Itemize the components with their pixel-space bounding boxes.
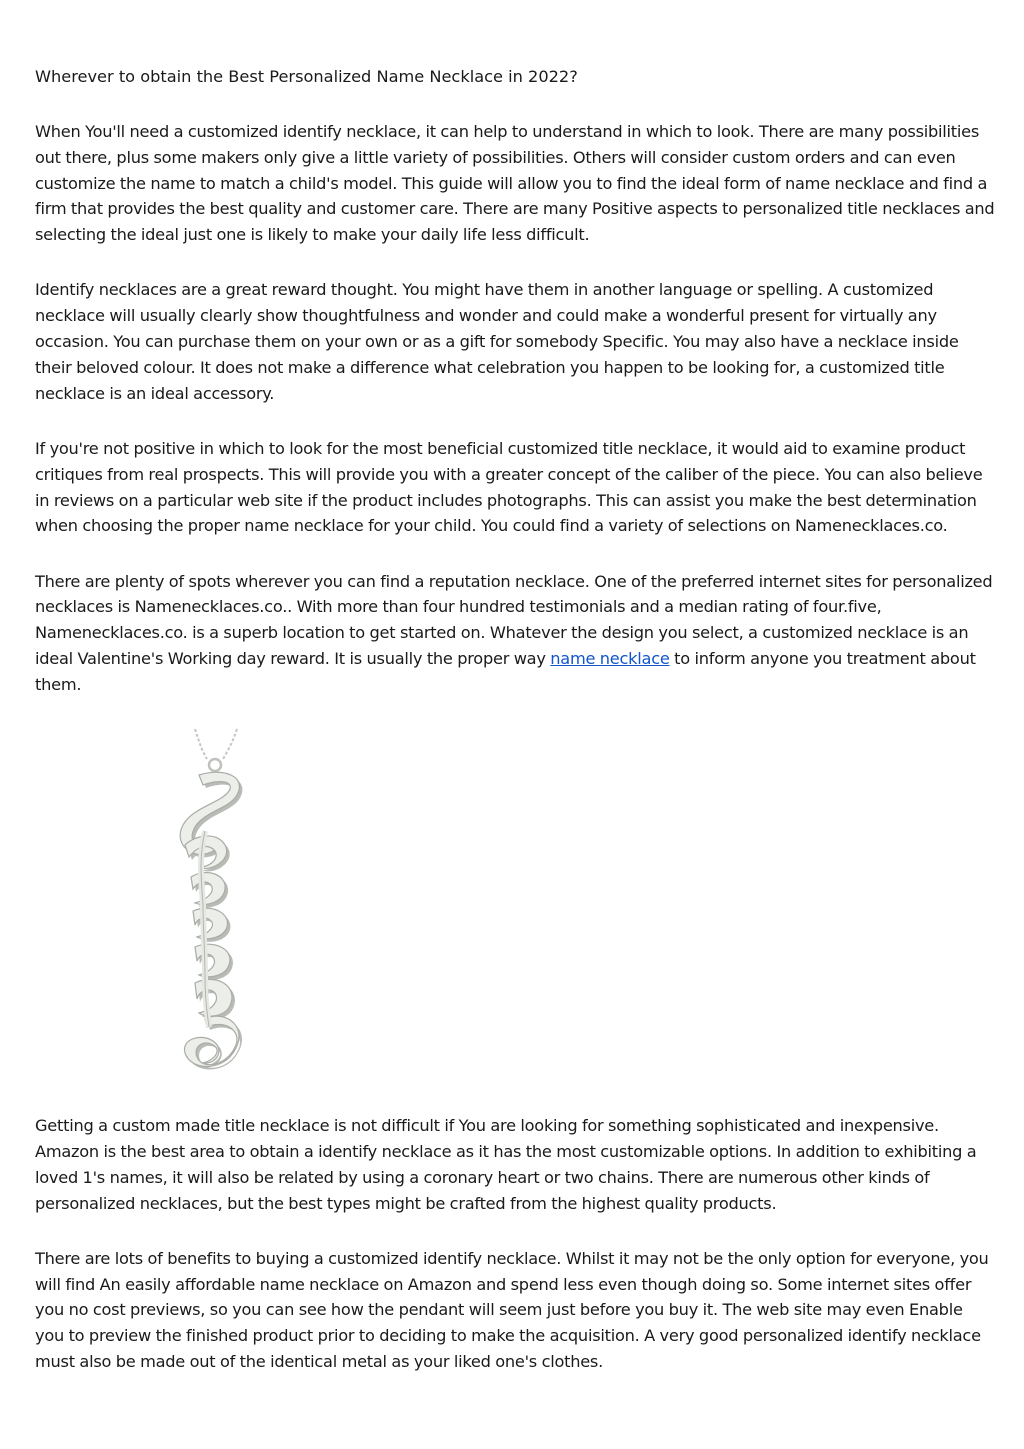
paragraph-6: There are lots of benefits to buying a customized identify necklace. Whilst it may not be the only option for everyone, you will find An easily affordable name necklace on Amazon and spend less even though doing so. Some internet sites offer you no cost previews, so you can see how the pendant will seem just before you buy it. The web site may even Enable you to preview the finished product prior to deciding to make the acquisition. A very good personalized identify necklace must also be made out of the identical metal as your liked one's clothes. (35, 1248, 989, 1372)
paragraph-5: Getting a custom made title necklace is not difficult if You are looking for something sophisticated and inexpensive. Amazon is the best area to obtain a identify necklace as it has the most customizable options. In addition to exhibiting a loved 1's names, it will also be related by using a coronary heart or two chains. There are numerous other kinds of personalized necklaces, but the best types might be crafted from the highest quality products. (35, 1116, 977, 1213)
necklace-image (155, 727, 285, 1087)
document-page (35, 64, 995, 1404)
paragraph-2: Identify necklaces are a great reward thought. You might have them in another language or spelling. A customized necklace will usually clearly show thoughtfulness and wonder and could make a wonderful present for virtually any occasion. You can purchase them on your own or as a gift for somebody Specific. You may also have a necklace inside their beloved colour. It does not make a difference what celebration you happen to be looking for, a customized title necklace is an ideal accessory. (35, 280, 959, 403)
paragraph-3: If you're not positive in which to look for the most beneficial customized title necklace, it would aid to examine product critiques from real prospects. This will provide you with a greater concept of the caliber of the piece. You can also believe in reviews on a particular web site if the product includes photographs. This can assist you make the best determination when choosing the proper name necklace for your child. You could find a variety of selections on Namenecklaces.co. (35, 438, 983, 536)
paragraph-4-text-after: to inform anyone you treatment about them. (35, 649, 976, 694)
paragraph-1: When You'll need a customized identify necklace, it can help to understand in which to look. There are many possibilities out there, plus some makers only give a little variety of possibilities. Others will consider custom orders and can even customize the name to match a child's model. This guide will allow you to find the ideal form of name necklace and find a firm that provides the best quality and customer care. There are many Positive aspects to personalized title necklaces and selecting the ideal just one is likely to make your daily life less difficult. (35, 122, 995, 245)
paragraph-4 (35, 569, 995, 698)
silver-vertical-name-necklace-icon (155, 727, 285, 1087)
paragraph-4-text-before: There are plenty of spots wherever you can find a reputation necklace. One of the preferred internet sites for personalized necklaces is Namenecklaces.co.. With more than four hundred testimonials and a median rating of four.five, Namenecklaces.co. is a superb location to get started on. Whatever the design you select, a customized necklace is an ideal Valentine's Working day reward. It is usually the proper way (35, 571, 993, 669)
name-necklace-link[interactable]: name necklace (550, 649, 670, 669)
document-title: Wherever to obtain the Best Personalized Name Necklace in 2022? (35, 67, 578, 86)
